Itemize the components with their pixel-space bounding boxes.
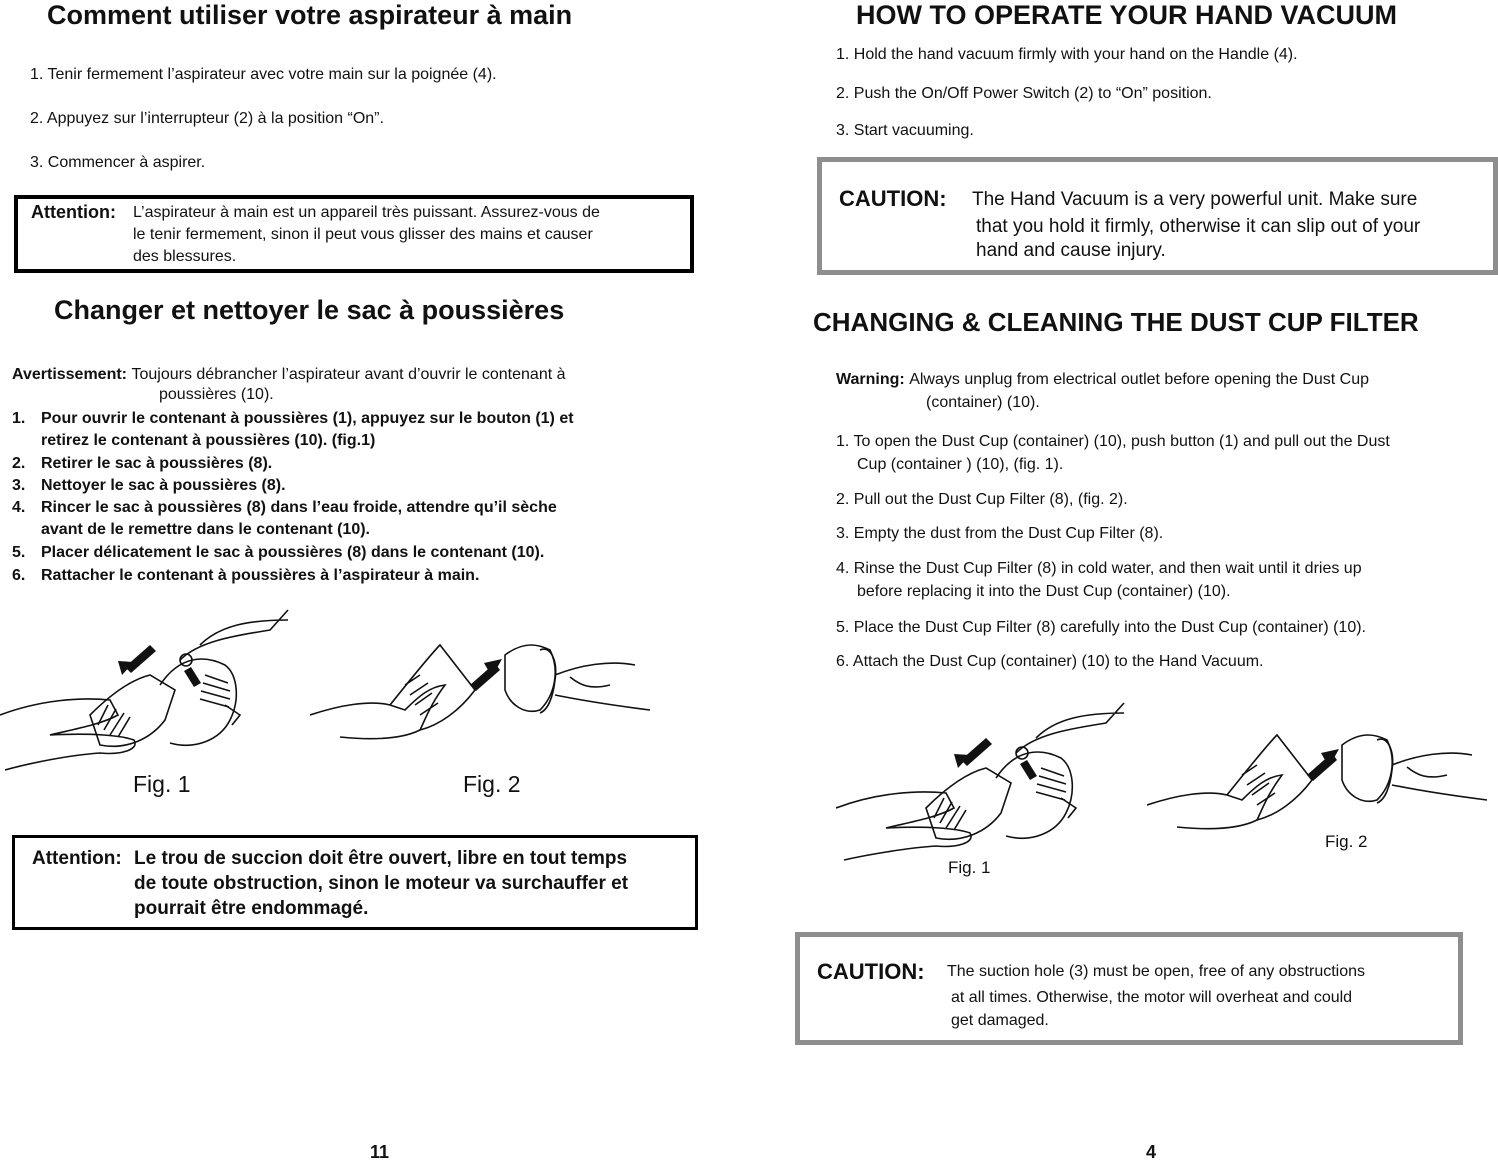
en-fig1-label: Fig. 1 — [948, 858, 991, 877]
en-step-3: 3. Start vacuuming. — [836, 122, 974, 139]
fr-warning-label: Avertissement: — [12, 366, 128, 383]
en-caution-box-2 — [795, 932, 1463, 1045]
fr-list-item: Rincer le sac à poussières (8) dans l’eau froide, attendre qu’il sèche — [41, 499, 557, 516]
en-warning-text: (container) (10). — [926, 394, 1040, 411]
fr-list-num: 3. — [12, 477, 26, 494]
fr-list-num: 5. — [12, 544, 26, 561]
en-caution-label: CAUTION: — [839, 186, 947, 211]
en-section-title: CHANGING & CLEANING THE DUST CUP FILTER — [813, 307, 1419, 337]
fr-list-item: Placer délicatement le sac à poussières (8) dans le contenant (10). — [41, 544, 545, 561]
en-step-1: 1. Hold the hand vacuum firmly with your hand on the Handle (4). — [836, 46, 1298, 63]
en-list-item: before replacing it into the Dust Cup (container) (10). — [857, 583, 1231, 600]
fr-list-item: Rattacher le contenant à poussières à l’aspirateur à main. — [41, 567, 480, 584]
fr-step-2: 2. Appuyez sur l’interrupteur (2) à la position “On”. — [30, 110, 384, 127]
en-fig2-illustration — [1147, 710, 1487, 840]
en-warning-label: Warning: — [836, 371, 905, 388]
fr-step-1: 1. Tenir fermement l’aspirateur avec votre main sur la poignée (4). — [30, 66, 497, 83]
fr-attention-box-2 — [12, 835, 698, 930]
fr-list-item: Pour ouvrir le contenant à poussières (1), appuyez sur le bouton (1) et — [41, 410, 574, 427]
fr-list-num: 4. — [12, 499, 26, 516]
en-warning-text: Always unplug from electrical outlet before opening the Dust Cup — [909, 371, 1369, 388]
fr-fig2-illustration — [310, 615, 650, 755]
fr-warning-text: Toujours débrancher l’aspirateur avant d’ouvrir le contenant à — [131, 366, 566, 383]
fr-step-3: 3. Commencer à aspirer. — [30, 154, 206, 171]
fr-attention-line: L’aspirateur à main est un appareil très puissant. Assurez-vous de — [133, 204, 600, 221]
en-list-item: 1. To open the Dust Cup (container) (10), push button (1) and pull out the Dust — [836, 433, 1390, 450]
en-caution2-line: The suction hole (3) must be open, free of any obstructions — [947, 963, 1366, 980]
fr-fig2-label: Fig. 2 — [463, 771, 521, 797]
en-fig1-illustration — [836, 700, 1126, 865]
fr-list-num: 1. — [12, 410, 26, 427]
fr-attention2-line: de toute obstruction, sinon le moteur va surchauffer et — [134, 873, 629, 894]
en-caution-line: that you hold it firmly, otherwise it can slip out of your — [976, 216, 1421, 237]
fr-fig1-label: Fig. 1 — [133, 771, 191, 797]
en-caution2-line: at all times. Otherwise, the motor will overheat and could — [951, 989, 1353, 1006]
en-fig2-label: Fig. 2 — [1325, 832, 1368, 851]
fr-attention-line: des blessures. — [133, 248, 237, 265]
fr-page-number: 11 — [370, 1142, 390, 1162]
en-list-item: 4. Rinse the Dust Cup Filter (8) in cold water, and then wait until it dries up — [836, 560, 1362, 577]
en-step-2: 2. Push the On/Off Power Switch (2) to “On” position. — [836, 85, 1212, 102]
en-caution-line: The Hand Vacuum is a very powerful unit. Make sure — [972, 189, 1418, 210]
fr-attention-box — [14, 195, 694, 273]
fr-list-item: Retirer le sac à poussières (8). — [41, 455, 273, 472]
en-caution2-label: CAUTION: — [817, 959, 925, 984]
en-list-item: 6. Attach the Dust Cup (container) (10) to the Hand Vacuum. — [836, 653, 1264, 670]
en-caution-box — [817, 157, 1498, 275]
fr-attention-line: le tenir fermement, sinon il peut vous glisser des mains et causer — [133, 226, 593, 243]
en-page-title: HOW TO OPERATE YOUR HAND VACUUM — [856, 0, 1398, 30]
fr-list-num: 6. — [12, 567, 26, 584]
fr-attention2-line: pourrait être endommagé. — [134, 898, 369, 919]
fr-list-item: retirez le contenant à poussières (10). (fig.1) — [41, 432, 376, 449]
en-caution2-line: get damaged. — [951, 1012, 1049, 1029]
en-caution-line: hand and cause injury. — [976, 240, 1166, 261]
en-list-item: 5. Place the Dust Cup Filter (8) carefully into the Dust Cup (container) (10). — [836, 619, 1366, 636]
en-list-item: 3. Empty the dust from the Dust Cup Filter (8). — [836, 525, 1164, 542]
fr-attention2-line: Le trou de succion doit être ouvert, libre en tout temps — [134, 848, 628, 869]
fr-list-num: 2. — [12, 455, 26, 472]
fr-attention-label: Attention: — [31, 202, 116, 222]
fr-list-item: avant de le remettre dans le contenant (10). — [41, 521, 370, 538]
en-list-item: Cup (container ) (10), (fig. 1). — [857, 456, 1064, 473]
fr-fig1-illustration — [0, 605, 290, 775]
fr-page-title: Comment utiliser votre aspirateur à main — [47, 0, 573, 30]
fr-list-item: Nettoyer le sac à poussières (8). — [41, 477, 286, 494]
fr-warning-text: poussières (10). — [159, 386, 274, 403]
fr-attention2-label: Attention: — [32, 848, 122, 869]
fr-section-title: Changer et nettoyer le sac à poussières — [54, 295, 565, 325]
en-list-item: 2. Pull out the Dust Cup Filter (8), (fig. 2). — [836, 491, 1128, 508]
en-warning — [836, 371, 1369, 389]
en-page-number: 4 — [1146, 1142, 1157, 1162]
fr-warning — [12, 366, 566, 384]
